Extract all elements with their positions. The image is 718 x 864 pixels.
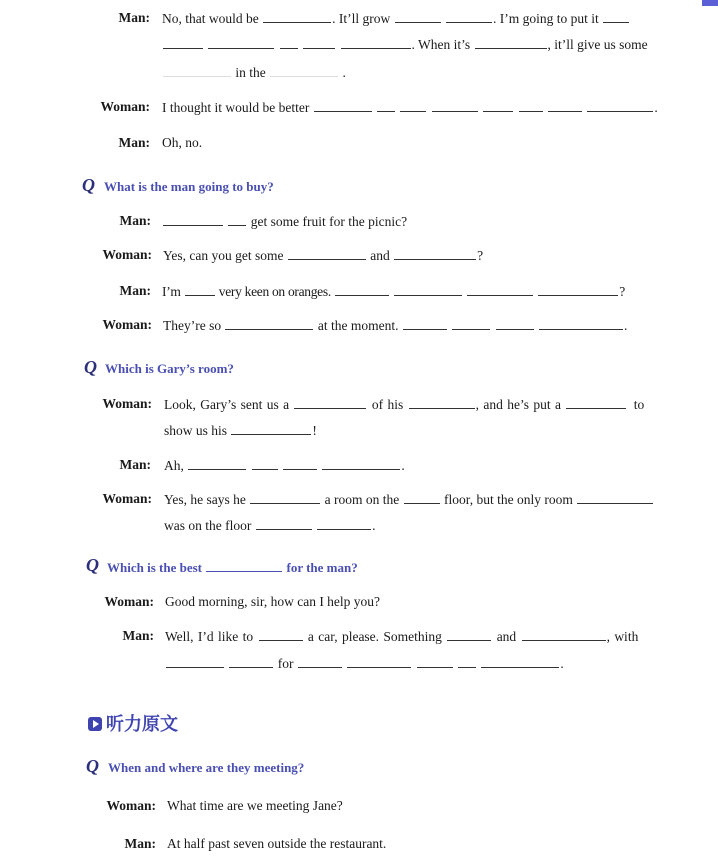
answer-blank[interactable] — [603, 9, 629, 23]
answer-blank[interactable] — [538, 282, 618, 296]
answer-blank[interactable] — [522, 627, 606, 641]
dialogue-text: They’re so — [163, 318, 222, 333]
answer-blank[interactable] — [577, 490, 653, 504]
answer-blank[interactable] — [403, 316, 447, 330]
answer-blank[interactable] — [225, 316, 313, 330]
speaker-label: Woman: — [102, 396, 152, 411]
answer-blank[interactable] — [475, 35, 547, 49]
answer-blank[interactable] — [432, 98, 478, 112]
speaker-label: Woman: — [102, 317, 152, 332]
speaker-label: Man: — [122, 628, 154, 643]
dialogue-text: At half past seven outside the restaurant. — [167, 836, 387, 851]
page-tab-marker — [702, 0, 718, 6]
answer-blank[interactable] — [314, 98, 372, 112]
answer-blank[interactable] — [467, 282, 533, 296]
speaker-label: Woman: — [102, 491, 152, 506]
play-icon — [88, 717, 102, 731]
dialogue-text: . — [623, 318, 628, 333]
question-title: Which is Gary’s room? — [105, 361, 234, 376]
answer-blank[interactable] — [347, 654, 411, 668]
dialogue-text: ? — [477, 248, 484, 263]
dialogue-line — [165, 593, 380, 611]
answer-blank[interactable] — [377, 98, 395, 112]
dialogue-text: , with — [606, 629, 639, 644]
dialogue-text: . When it’s — [411, 37, 471, 52]
answer-blank[interactable] — [228, 212, 246, 226]
speaker-label: Woman: — [104, 594, 154, 609]
dialogue-text: . — [342, 65, 346, 80]
dialogue-text: and — [496, 629, 517, 644]
dialogue-text: for — [277, 656, 294, 671]
answer-blank[interactable] — [496, 316, 534, 330]
answer-blank[interactable] — [294, 395, 366, 409]
dialogue-text: . — [401, 458, 405, 473]
answer-blank[interactable] — [417, 654, 453, 668]
dialogue-line — [162, 35, 648, 54]
answer-blank[interactable] — [231, 421, 311, 435]
dialogue-line — [162, 63, 346, 82]
dialogue-text: get some fruit for the picnic? — [250, 214, 408, 229]
dialogue-text: at the moment. — [317, 318, 399, 333]
answer-blank[interactable] — [394, 246, 476, 260]
question-title — [107, 558, 358, 577]
dialogue-text: . — [372, 518, 376, 533]
speaker-label: Man: — [118, 10, 150, 25]
question-icon: Q — [84, 357, 97, 377]
dialogue-text: . It’ll grow — [332, 11, 391, 26]
dialogue-text: to — [633, 397, 645, 412]
answer-blank[interactable] — [394, 282, 462, 296]
answer-blank[interactable] — [166, 654, 224, 668]
question-icon: Q — [86, 555, 99, 575]
speaker-label: Man: — [118, 135, 150, 150]
dialogue-text: . — [654, 100, 658, 115]
speaker-label: Man: — [119, 457, 151, 472]
dialogue-line — [165, 627, 638, 646]
dialogue-line — [162, 98, 658, 117]
answer-blank[interactable] — [303, 35, 335, 49]
answer-blank[interactable] — [163, 63, 231, 77]
speaker-label: Woman: — [100, 99, 150, 114]
answer-blank[interactable] — [250, 490, 320, 504]
dialogue-text: was on the floor — [164, 518, 252, 533]
answer-blank[interactable] — [566, 395, 626, 409]
speaker-label: Man: — [119, 213, 151, 228]
dialogue-line — [162, 212, 407, 231]
answer-blank[interactable] — [229, 654, 273, 668]
dialogue-text: Good morning, sir, how can I help you? — [165, 594, 381, 609]
dialogue-text: ! — [312, 423, 317, 438]
dialogue-line — [164, 421, 317, 440]
question-title-part: for the man? — [286, 560, 358, 575]
dialogue-text: I’m — [162, 284, 181, 299]
answer-blank[interactable] — [270, 63, 338, 77]
dialogue-text: . — [560, 656, 564, 671]
dialogue-line — [163, 316, 627, 335]
answer-blank[interactable] — [263, 9, 331, 23]
section-heading — [88, 714, 178, 736]
question-icon: Q — [86, 756, 99, 776]
dialogue-text: Look, Gary’s sent us a — [164, 397, 290, 412]
dialogue-line — [167, 835, 386, 853]
dialogue-line — [162, 9, 630, 28]
dialogue-text: Oh, no. — [162, 135, 203, 150]
answer-blank[interactable] — [539, 316, 623, 330]
dialogue-text: a car, please. Something — [307, 629, 442, 644]
answer-blank[interactable] — [322, 456, 400, 470]
dialogue-text: , it’ll give us some — [547, 37, 648, 52]
dialogue-text: Yes, can you get some — [163, 248, 284, 263]
speaker-label: Woman: — [106, 798, 156, 813]
dialogue-text: Well, I’d like to — [165, 629, 254, 644]
answer-blank[interactable] — [317, 516, 371, 530]
answer-blank[interactable] — [206, 558, 282, 572]
dialogue-text: in the — [235, 65, 266, 80]
question-title-part: Which is the best — [107, 560, 202, 575]
dialogue-line — [164, 456, 405, 475]
answer-blank[interactable] — [298, 654, 342, 668]
dialogue-text: I thought it would be better — [162, 100, 310, 115]
dialogue-line — [162, 282, 625, 301]
dialogue-line — [167, 797, 343, 815]
dialogue-text: ? — [619, 284, 625, 299]
speaker-label: Woman: — [102, 247, 152, 262]
section-title-text: 听力原文 — [106, 714, 178, 735]
answer-blank[interactable] — [208, 35, 274, 49]
answer-blank[interactable] — [283, 456, 317, 470]
answer-blank[interactable] — [452, 316, 490, 330]
dialogue-text: and — [370, 248, 390, 263]
dialogue-text: very keen on oranges. — [218, 284, 331, 299]
speaker-label: Man: — [119, 283, 151, 298]
dialogue-text: show us his — [164, 423, 228, 438]
answer-blank[interactable] — [252, 456, 278, 470]
answer-blank[interactable] — [447, 627, 491, 641]
answer-blank[interactable] — [280, 35, 298, 49]
answer-blank[interactable] — [185, 282, 215, 296]
dialogue-line — [164, 395, 644, 414]
answer-blank[interactable] — [163, 35, 203, 49]
answer-blank[interactable] — [188, 456, 246, 470]
speaker-label: Man: — [124, 836, 156, 851]
answer-blank[interactable] — [458, 654, 476, 668]
dialogue-text: . I’m going to put it — [493, 11, 599, 26]
answer-blank[interactable] — [335, 282, 389, 296]
answer-blank[interactable] — [341, 35, 411, 49]
dialogue-text: , and he’s put a — [475, 397, 561, 412]
answer-blank[interactable] — [481, 654, 559, 668]
question-title: When and where are they meeting? — [108, 760, 305, 775]
question-icon: Q — [82, 175, 95, 195]
answer-blank[interactable] — [163, 212, 223, 226]
answer-blank[interactable] — [395, 9, 441, 23]
dialogue-line — [162, 134, 202, 152]
dialogue-text: a room on the — [324, 492, 400, 507]
dialogue-line — [163, 246, 483, 265]
answer-blank[interactable] — [259, 627, 303, 641]
answer-blank[interactable] — [548, 98, 582, 112]
dialogue-text: Yes, he says he — [164, 492, 246, 507]
dialogue-text: of his — [371, 397, 404, 412]
answer-blank[interactable] — [400, 98, 426, 112]
dialogue-line — [164, 490, 654, 509]
answer-blank[interactable] — [483, 98, 513, 112]
dialogue-line — [164, 516, 375, 535]
dialogue-text: Ah, — [164, 458, 184, 473]
answer-blank[interactable] — [409, 395, 475, 409]
dialogue-text: No, that would be — [162, 11, 259, 26]
answer-blank[interactable] — [404, 490, 440, 504]
answer-blank[interactable] — [256, 516, 312, 530]
answer-blank[interactable] — [587, 98, 653, 112]
dialogue-text: What time are we meeting Jane? — [167, 798, 343, 813]
answer-blank[interactable] — [288, 246, 366, 260]
dialogue-line — [165, 654, 564, 673]
dialogue-text: floor, but the only room — [444, 492, 573, 507]
answer-blank[interactable] — [446, 9, 492, 23]
answer-blank[interactable] — [519, 98, 543, 112]
question-title: What is the man going to buy? — [104, 179, 274, 194]
